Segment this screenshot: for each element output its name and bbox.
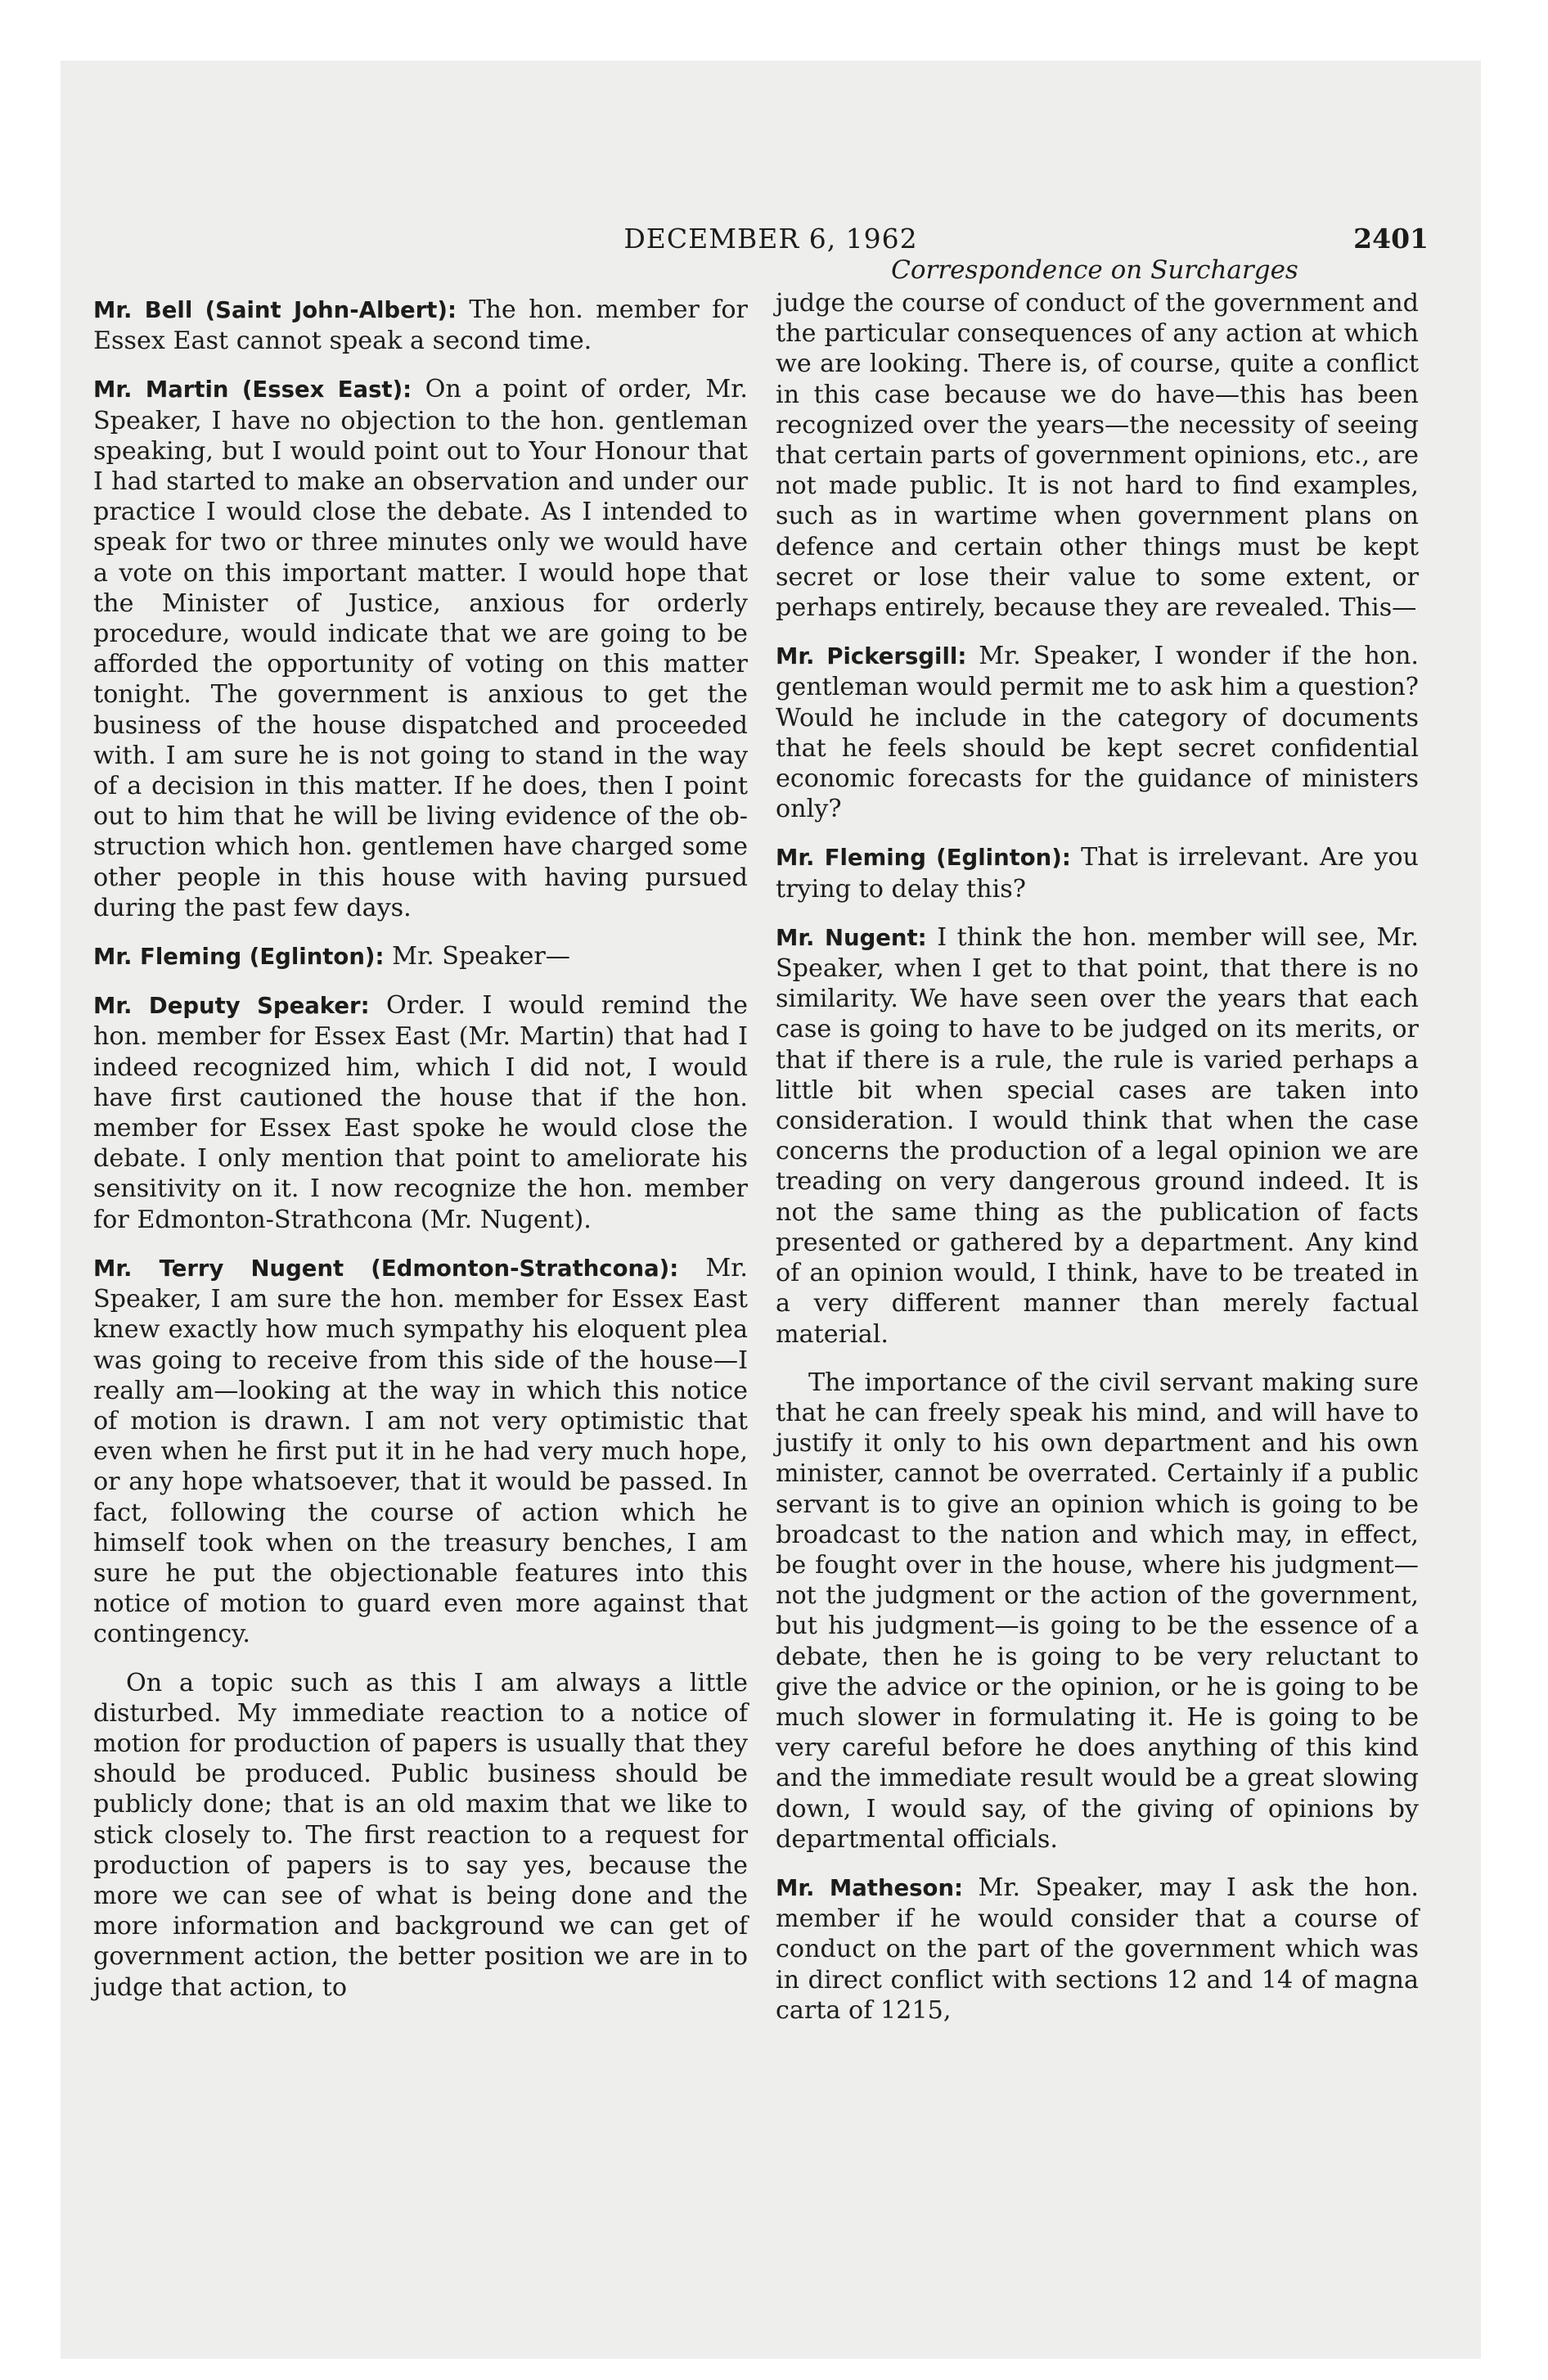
paragraph (776, 1368, 1419, 1855)
paragraph (93, 374, 748, 923)
speaker-name: Mr. Fleming (Eglinton): (776, 845, 1071, 872)
scanned-page (61, 61, 1481, 2359)
speaker-name: Mr. Bell (Saint John-Albert): (93, 297, 457, 323)
paragraph-text: On a point of order, Mr. Speaker, I have no objection to the hon. gentleman speaking, but I would point out to Your Honour that I had started to make an observation and under our practice I would close the debate. As I intended to speak for two or three minutes only we would have a vote on this important matter. I would hope that the Minister of Justice, anxious for orderly procedure, would indicate that we are going to be afforded the opportunity of voting on this matter tonight. The government is anxious to get the business of the house dispatched and proceeded with. I am sure he is not going to stand in the way of a decision in this matter. If he does, then I point out to him that he will be living evidence of the obstruction which hon. gentlemen have charged some other people in this house with having pursued during the past few days. (93, 375, 748, 922)
paragraph (776, 922, 1419, 1350)
paragraph (776, 842, 1419, 904)
paragraph-text: I think the hon. member will see, Mr. Speaker, when I get to that point, that there is no similarity. We have seen over the years that each case is going to have to be judged on its merits, or that if there is a rule, the rule is varied perhaps a little bit when special cases are taken into consideration. I would think that when the case concerns the production of a legal opinion we are treading on very dangerous ground indeed. It is not the same thing as the publication of facts presented or gathered by a department. Any kind of an opinion would, I think, have to be treated in a very different manner than merely factual material. (776, 922, 1419, 1349)
paragraph-text: Order. I would remind the hon. member for Essex East (Mr. Martin) that had I indeed recognized him, which I did not, I would have first cautioned the house that if the hon. member for Essex East spoke he would close the debate. I only mention that point to ameliorate his sensitivity on it. I now recognize the hon. member for Edmonton-Strathcona (Mr. Nugent). (93, 991, 748, 1234)
left-column (93, 295, 748, 2021)
speaker-name: Mr. Nugent: (776, 924, 927, 951)
paragraph-text: The hon. member for Essex East cannot speak a second time. (93, 295, 748, 356)
paragraph-text: Mr. Speaker— (392, 942, 570, 971)
paragraph-text: On a topic such as this I am always a little disturbed. My immediate reaction to a notice of motion for production of papers is usually that they should be produced. Public business should be publicly done; that is an old maxim that we like to stick closely to. The first reaction to a request for production of papers is to say yes, because the more we can see of what is being done and the more information and background we can get of government action, the better position we are in to judge that action, to (93, 1668, 748, 2002)
paragraph (93, 1668, 748, 2003)
paragraph (776, 288, 1419, 623)
section-subtitle: Correspondence on Surcharges (891, 255, 1298, 285)
paragraph-text: That is irrelevant. Are you trying to delay this? (776, 843, 1419, 904)
page-number: 2401 (1353, 223, 1429, 255)
paragraph (93, 941, 748, 972)
paragraph-text: Mr. Speaker, I wonder if the hon. gentleman would permit me to ask him a question? Would he include in the category of documents that he feels should be kept secret confidential economic forecasts for the guidance of ministers only? (776, 642, 1419, 824)
paragraph (776, 1873, 1419, 2026)
paragraph-text: Mr. Speaker, I am sure the hon. member for Essex East knew exactly how much sympathy his eloquent plea was going to receive from this side of the house—I really am—looking at the way in which this notice of motion is drawn. I am not very optimistic that even when he first put it in he had very much hope, or any hope whatsoever, that it would be passed. In fact, following the course of action which he himself took when on the treasury benches, I am sure he put the objectionable features into this notice of motion to guard even more against that contingency. (93, 1253, 748, 1649)
speaker-name: Mr. Deputy Speaker: (93, 993, 370, 1020)
right-column (776, 288, 1419, 2044)
speaker-name: Mr. Pickersgill: (776, 643, 967, 670)
paragraph-text: The importance of the civil servant making sure that he can freely speak his mind, and will have to justify it only to his own department and his own minister, cannot be overrated. Certainly if a public servant is to give an opinion which is going to be broadcast to the nation and which may, in effect, be fought over in the house, where his judgment—not the judgment or the action of the government, but his judgment—is going to be the essence of a debate, then he is going to be very reluctant to give the advice or the opinion, or he is going to be much slower in formulating it. He is going to be very careful before he does anything of this kind and the immediate result would be a great slowing down, I would say, of the giving of opinions by departmental officials. (776, 1368, 1419, 1854)
header-date: DECEMBER 6, 1962 (623, 223, 918, 255)
paragraph (93, 990, 748, 1235)
speaker-name: Mr. Fleming (Eglinton): (93, 944, 385, 971)
speaker-name: Mr. Martin (Essex East): (93, 376, 412, 403)
paragraph-text: Mr. Speaker, may I ask the hon. member if he would consider that a course of conduct on the part of the government which was in direct conflict with sections 12 and 14 of magna carta of 1215, (776, 1873, 1419, 2025)
paragraph-text: judge the course of conduct of the government and the particular consequences of any action at which we are looking. There is, of course, quite a conflict in this case because we do have—this has been recognized over the years—the necessity of seeing that certain parts of government opinions, etc., are not made public. It is not hard to find examples, such as in wartime when government plans on defence and certain other things must be kept secret or lose their value to some extent, or perhaps entirely, because they are revealed. This— (776, 289, 1419, 623)
speaker-name: Mr. Terry Nugent (Edmonton-Strathcona): (93, 1255, 679, 1282)
paragraph (93, 1253, 748, 1650)
speaker-name: Mr. Matheson: (776, 1874, 964, 1901)
paragraph (93, 295, 748, 356)
paragraph (776, 641, 1419, 824)
